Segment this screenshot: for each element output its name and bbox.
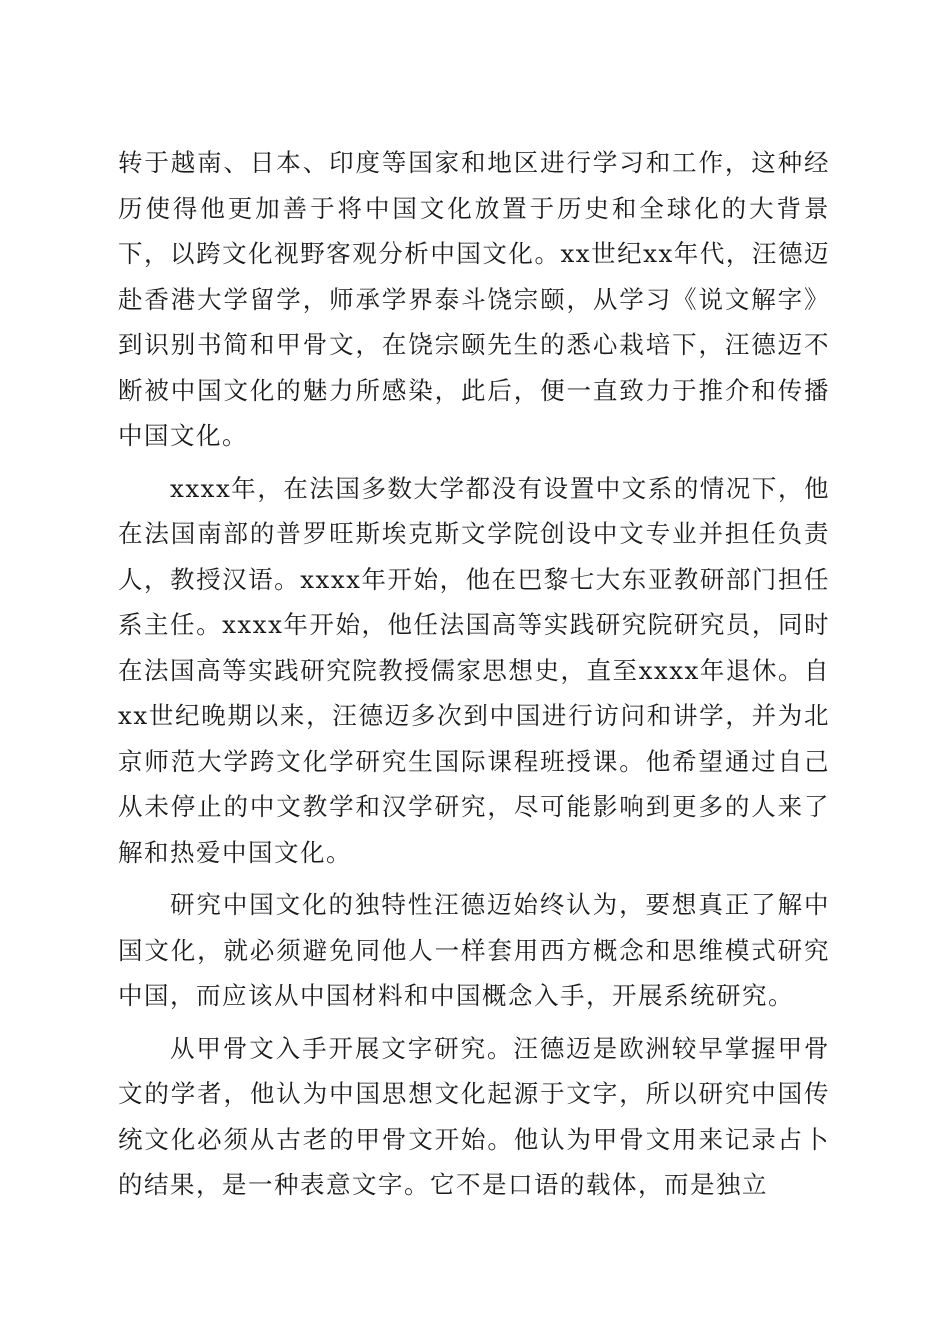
paragraph-4: 从甲骨文入手开展文字研究。汪德迈是欧洲较早掌握甲骨文的学者，他认为中国思想文化起源于文字，所以研究中国传统文化必须从古老的甲骨文开始。他认为甲骨文用来记录占卜的结果，是一种表意文字。它不是口语的载体，而是独立 <box>118 1033 830 1199</box>
document-body <box>118 140 830 1215</box>
paragraph-2: xxxx年，在法国多数大学都没有设置中文系的情况下，他在法国南部的普罗旺斯埃克斯文学院创设中文专业并担任负责人，教授汉语。xxxx年开始，他在巴黎七大东亚教研部门担任系主任。xxxx年开始，他任法国高等实践研究院研究员，同时在法国高等实践研究院教授儒家思想史，直至xxxx年退休。自xx世纪晚期以来，汪德迈多次到中国进行访问和讲学，并为北京师范大学跨文化学研究生国际课程班授课。他希望通过自己从未停止的中文教学和汉学研究，尽可能影响到更多的人来了解和热爱中国文化。 <box>118 473 830 867</box>
paragraph-3: 研究中国文化的独特性汪德迈始终认为，要想真正了解中国文化，就必须避免同他人一样套用西方概念和思维模式研究中国，而应该从中国材料和中国概念入手，开展系统研究。 <box>118 890 830 1010</box>
paragraph-1: 转于越南、日本、印度等国家和地区进行学习和工作，这种经历使得他更加善于将中国文化放置于历史和全球化的大背景下，以跨文化视野客观分析中国文化。xx世纪xx年代，汪德迈赴香港大学留学，师承学界泰斗饶宗颐，从学习《说文解字》到识别书简和甲骨文，在饶宗颐先生的悉心栽培下，汪德迈不断被中国文化的魅力所感染，此后，便一直致力于推介和传播中国文化。 <box>118 148 830 450</box>
